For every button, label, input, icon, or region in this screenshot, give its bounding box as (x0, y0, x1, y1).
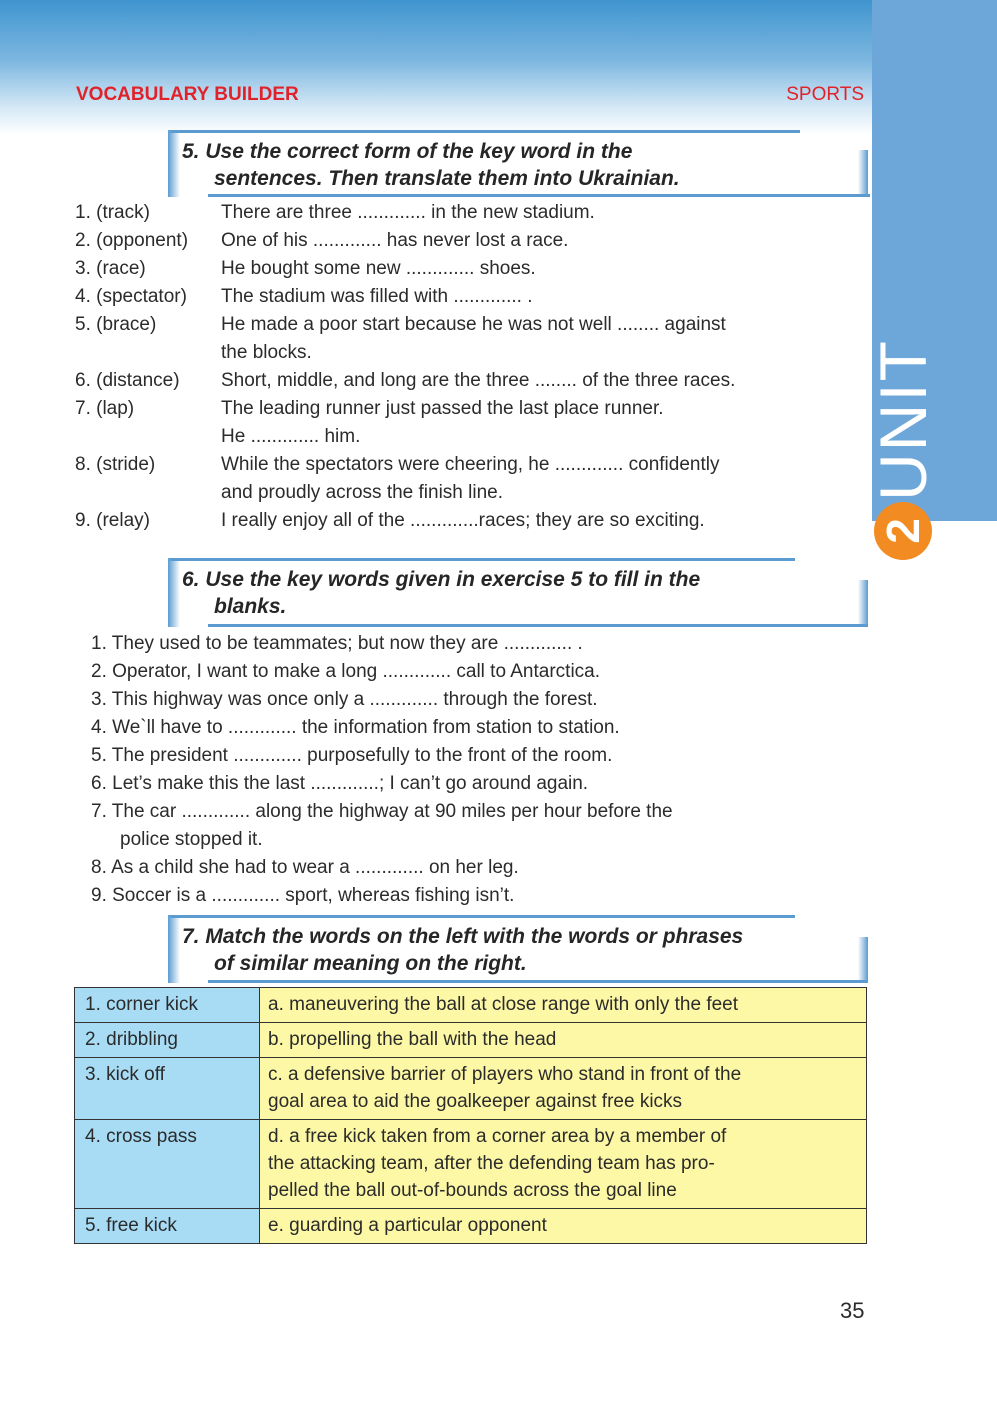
item-sentence-line: and proudly across the finish line. (221, 482, 503, 503)
definition-line: b. propelling the ball with the head (268, 1029, 557, 1050)
matching-table (74, 987, 867, 1244)
definition-cell (260, 1058, 867, 1120)
exercise-6-list (91, 630, 673, 910)
exercise-5-title-box (168, 130, 870, 197)
definition-line: e. guarding a particular opponent (268, 1215, 547, 1236)
topic-title: SPORTS (786, 84, 864, 105)
item-sentence-line: 8. As a child she had to wear a ............. on her leg. (91, 857, 519, 878)
table-row (75, 988, 867, 1023)
item-sentence-line: The leading runner just passed the last place runner. (221, 398, 664, 419)
definition-line: pelled the ball out-of-bounds across the goal line (268, 1180, 677, 1201)
table-row (75, 1023, 867, 1058)
item-sentence-line: 3. This highway was once only a ............. through the forest. (91, 689, 598, 710)
page-number: 35 (840, 1298, 865, 1323)
item-sentence-line: One of his ............. has never lost a race. (221, 230, 569, 251)
definition-line: goal area to aid the goalkeeper against free kicks (268, 1091, 683, 1112)
exercise-5-item (75, 311, 871, 367)
exercise-5-item (75, 367, 871, 395)
exercise-6-item (91, 770, 673, 798)
term-cell: 4. cross pass (75, 1120, 260, 1209)
item-keyword: 7. (lap) (75, 398, 135, 419)
exercise-6-title-box (168, 558, 870, 627)
item-sentence-line: 4. We`ll have to ............. the information from station to station. (91, 717, 620, 738)
item-keyword: 4. (spectator) (75, 286, 187, 307)
item-keyword: 2. (opponent) (75, 230, 189, 251)
item-sentence-line: 2. Operator, I want to make a long ............. call to Antarctica. (91, 661, 601, 682)
exercise-6-item (91, 714, 673, 742)
exercise-5-item (75, 227, 871, 255)
term-cell: 5. free kick (75, 1209, 260, 1244)
item-keyword: 3. (race) (75, 258, 146, 279)
item-keyword: 9. (relay) (75, 510, 150, 531)
exercise-6-item (91, 658, 673, 686)
item-sentence-line: He bought some new ............. shoes. (221, 258, 536, 279)
exercise-6-item (91, 686, 673, 714)
definition-line: the attacking team, after the defending team has pro- (268, 1153, 715, 1174)
item-keyword: 1. (track) (75, 202, 150, 223)
table-row (75, 1058, 867, 1120)
exercise-7-title-box (168, 915, 870, 983)
definition-cell (260, 1023, 867, 1058)
exercise-5-item (75, 199, 871, 227)
exercise-5-list (75, 199, 871, 535)
exercise-6-item (91, 882, 673, 910)
table-row (75, 1120, 867, 1209)
item-sentence-line: 7. The car ............. along the highway at 90 miles per hour before the (91, 801, 673, 822)
exercise-5-item (75, 507, 871, 535)
table-row (75, 1209, 867, 1244)
exercise-5-item (75, 451, 871, 507)
definition-cell (260, 988, 867, 1023)
item-keyword: 5. (brace) (75, 314, 157, 335)
exercise-5-item (75, 255, 871, 283)
exercise-5-item (75, 395, 871, 451)
definition-cell (260, 1209, 867, 1244)
item-keyword: 8. (stride) (75, 454, 156, 475)
exercise-7-title: 7. Match the words on the left with the words or phrases of similar meaning on the right. (182, 925, 744, 975)
term-cell: 3. kick off (75, 1058, 260, 1120)
item-keyword: 6. (distance) (75, 370, 180, 391)
item-sentence-line: 6. Let’s make this the last .............; I can’t go around again. (91, 773, 589, 794)
item-sentence-line: Short, middle, and long are the three ........ of the three races. (221, 370, 736, 391)
item-sentence-line: There are three ............. in the new stadium. (221, 202, 595, 223)
item-sentence-line: 5. The president ............. purposefully to the front of the room. (91, 745, 613, 766)
term-cell: 1. corner kick (75, 988, 260, 1023)
exercise-6-item (91, 798, 673, 854)
exercise-5-item (75, 283, 871, 311)
item-sentence-line: He made a poor start because he was not well ........ against (221, 314, 726, 335)
header-background (0, 0, 872, 135)
item-sentence-line: police stopped it. (120, 829, 263, 850)
item-sentence-line: While the spectators were cheering, he ............. confidently (221, 454, 720, 475)
item-sentence-line: the blocks. (221, 342, 312, 363)
definition-line: a. maneuvering the ball at close range with only the feet (268, 994, 739, 1015)
exercise-6-title: 6. Use the key words given in exercise 5 to fill in the blanks. (182, 568, 701, 618)
exercise-5-title: 5. Use the correct form of the key word in the sentences. Then translate them into Ukrainian. (182, 140, 680, 190)
section-title: VOCABULARY BUILDER (76, 84, 299, 105)
definition-cell (260, 1120, 867, 1209)
exercise-6-item (91, 630, 673, 658)
definition-line: c. a defensive barrier of players who stand in front of the (268, 1064, 742, 1085)
exercise-6-item (91, 742, 673, 770)
item-sentence-line: I really enjoy all of the .............races; they are so exciting. (221, 510, 705, 531)
term-cell: 2. dribbling (75, 1023, 260, 1058)
item-sentence-line: 9. Soccer is a ............. sport, whereas fishing isn’t. (91, 885, 515, 906)
item-sentence-line: He ............. him. (221, 426, 361, 447)
definition-line: d. a free kick taken from a corner area by a member of (268, 1126, 727, 1147)
item-sentence-line: The stadium was filled with ............. . (221, 286, 533, 307)
unit-label: UNIT (866, 339, 940, 501)
exercise-6-item (91, 854, 673, 882)
unit-number: 2 (877, 518, 929, 544)
item-sentence-line: 1. They used to be teammates; but now they are ............. . (91, 633, 583, 654)
